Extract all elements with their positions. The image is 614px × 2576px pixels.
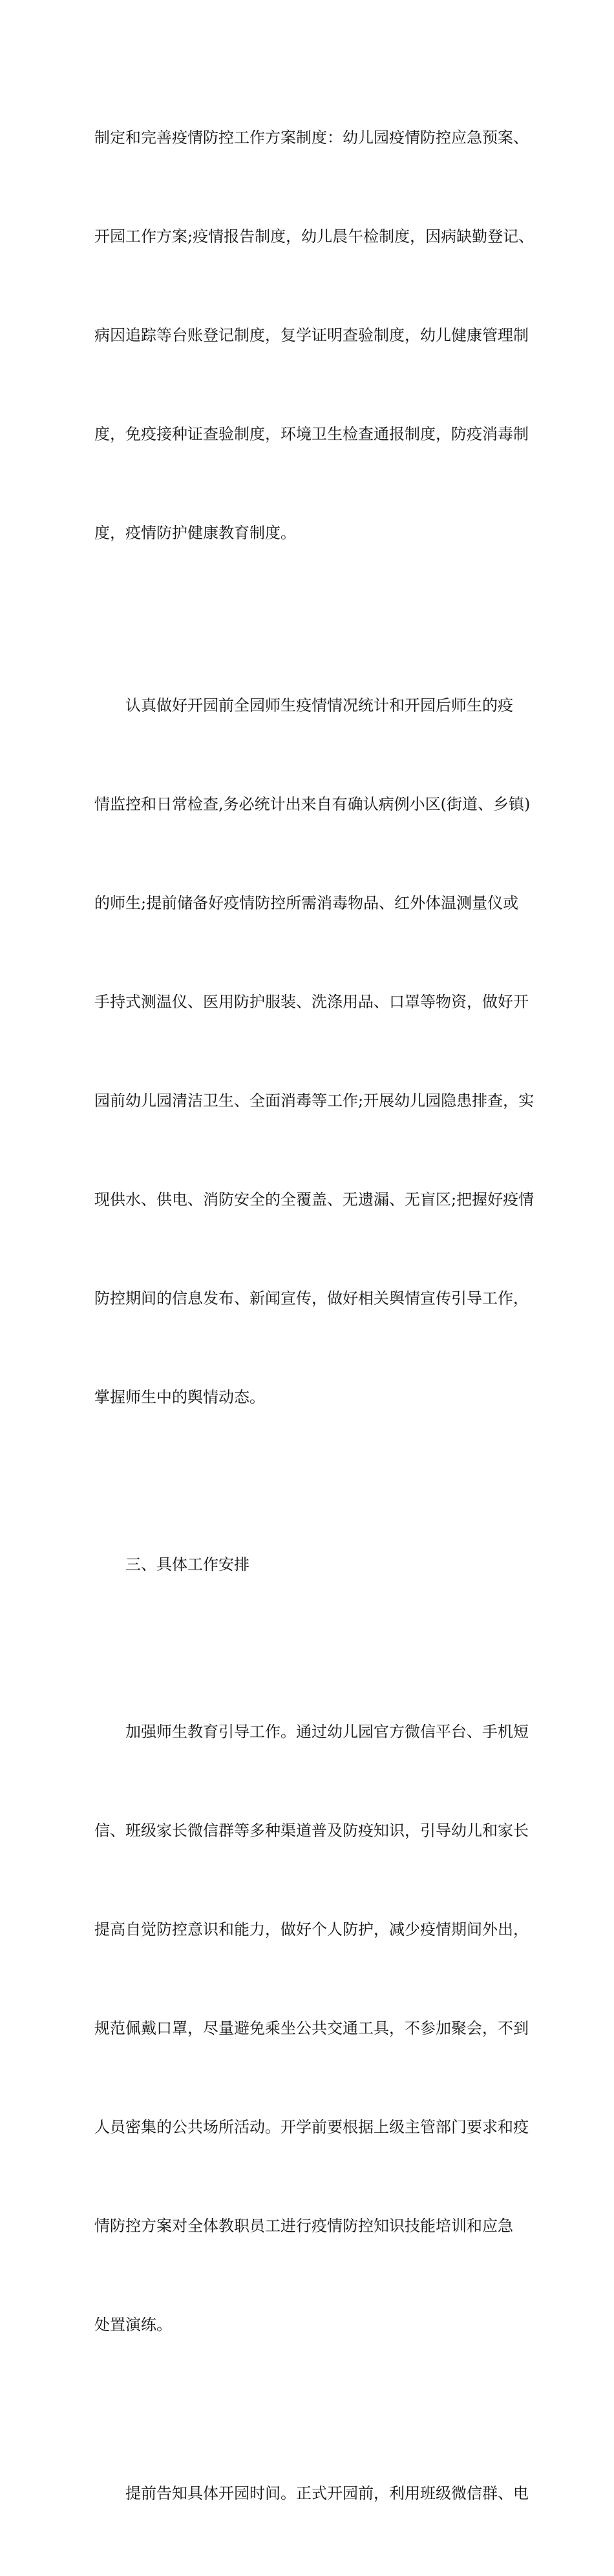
text-line: 病因追踪等台账登记制度，复学证明查验制度，幼儿健康管理制 xyxy=(94,326,529,344)
paragraph-education-guidance xyxy=(94,1650,529,2407)
text-line: 情防控方案对全体教职员工进行疫情防控知识技能培训和应急 xyxy=(94,2217,513,2235)
text-line: 掌握师生中的舆情动态。 xyxy=(94,1388,265,1406)
text-line: 度，疫情防护健康教育制度。 xyxy=(94,524,296,542)
text-line: 园前幼儿园清洁卫生、全面消毒等工作;开展幼儿园隐患排查，实 xyxy=(94,1092,535,1110)
text-line: 现供水、供电、消防安全的全覆盖、无遗漏、无盲区;把握好疫情 xyxy=(94,1190,535,1209)
text-line: 的师生;提前储备好疫情防控所需消毒物品、红外体温测量仪或 xyxy=(94,894,519,912)
text-line: 开园工作方案;疫情报告制度，幼儿晨午检制度，因病缺勤登记、 xyxy=(94,227,535,245)
text-line: 认真做好开园前全园师生疫情情况统计和开园后师生的疫 xyxy=(125,696,513,714)
text-line: 信、班级家长微信群等多种渠道普及防疫知识，引导幼儿和家长 xyxy=(94,1822,529,1840)
section-heading xyxy=(94,1482,529,1647)
paragraph-opening-notice xyxy=(94,2411,529,2576)
text-line: 防控期间的信息发布、新闻宣传，做好相关舆情宣传引导工作， xyxy=(94,1289,529,1307)
text-line: 提前告知具体开园时间。正式开园前，利用班级微信群、电 xyxy=(125,2484,529,2502)
text-line: 人员密集的公共场所活动。开学前要根据上级主管部门要求和疫 xyxy=(94,2118,529,2136)
text-line: 情监控和日常检查,务必统计出来自有确认病例小区(街道、乡镇) xyxy=(94,795,531,813)
text-line: 处置演练。 xyxy=(94,2316,172,2334)
text-line: 提高自觉防控意识和能力，做好个人防护，减少疫情期间外出， xyxy=(94,1920,529,1938)
paragraph-statistics-monitoring xyxy=(94,623,535,1480)
paragraph-policy-system xyxy=(94,56,535,616)
text-line: 制定和完善疫情防控工作方案制度：幼儿园疫情防控应急预案、 xyxy=(94,129,529,147)
heading-text: 三、具体工作安排 xyxy=(125,1555,249,1574)
text-line: 度，免疫接种证查验制度，环境卫生检查通报制度，防疫消毒制 xyxy=(94,425,529,443)
text-line: 规范佩戴口罩，尽量避免乘坐公共交通工具，不参加聚会，不到 xyxy=(94,2019,529,2037)
text-line: 加强师生教育引导工作。通过幼儿园官方微信平台、手机短 xyxy=(125,1723,529,1741)
document-body xyxy=(94,56,535,2576)
text-line: 手持式测温仪、医用防护服装、洗涤用品、口罩等物资，做好开 xyxy=(94,993,529,1011)
